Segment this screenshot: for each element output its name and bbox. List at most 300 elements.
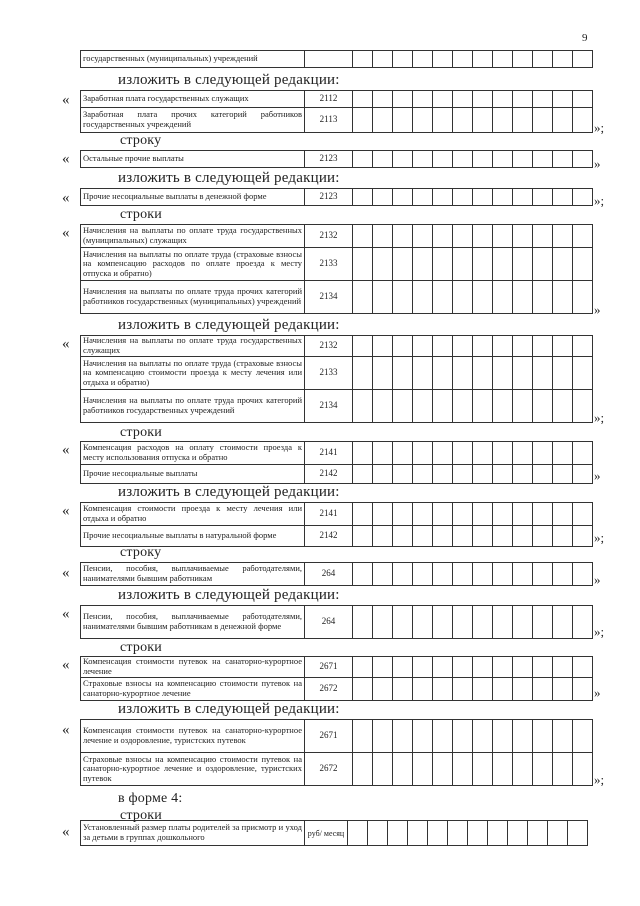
row-desc: Установленный размер платы родителей за присмотр и уход за детьми в группах дошкольного <box>81 821 305 846</box>
value-cell <box>413 248 433 281</box>
section-heading: строки <box>120 640 162 655</box>
value-cell <box>453 526 473 547</box>
value-cell <box>553 151 573 168</box>
value-cell <box>493 108 513 133</box>
value-cell <box>473 563 493 586</box>
value-cell <box>373 390 393 423</box>
row-code: 2133 <box>305 357 353 390</box>
value-cell <box>473 151 493 168</box>
value-cell <box>513 606 533 639</box>
section-heading: строки <box>120 808 162 823</box>
value-cell <box>373 225 393 248</box>
value-cell <box>508 821 528 846</box>
quote-close: »; <box>594 193 605 208</box>
value-cell <box>353 753 373 786</box>
row-code: 2671 <box>305 720 353 753</box>
value-cell <box>513 678 533 701</box>
value-cell <box>553 51 573 68</box>
value-cell <box>493 336 513 357</box>
value-cell <box>393 720 413 753</box>
value-cell <box>573 606 593 639</box>
quote-close: » <box>594 468 601 483</box>
value-cell <box>353 442 373 465</box>
value-cell <box>393 357 413 390</box>
value-cell <box>373 336 393 357</box>
value-cell <box>493 720 513 753</box>
value-cell <box>573 390 593 423</box>
quote-open: « <box>62 190 70 206</box>
value-cell <box>473 526 493 547</box>
value-cell <box>373 606 393 639</box>
value-cell <box>433 225 453 248</box>
value-cell <box>373 108 393 133</box>
value-cell <box>533 390 553 423</box>
table-s2 <box>80 90 593 133</box>
table-s14 <box>80 820 588 846</box>
value-cell <box>453 108 473 133</box>
value-cell <box>433 465 453 484</box>
section-heading: в форме 4: <box>118 791 183 806</box>
value-cell <box>433 151 453 168</box>
value-cell <box>353 91 373 108</box>
row-desc: Страховые взносы на компенсацию стоимости путевок на санаторно-курортное лечение <box>81 678 305 701</box>
section-heading: изложить в следующей редакции: <box>118 317 340 333</box>
value-cell <box>413 720 433 753</box>
value-cell <box>433 657 453 678</box>
value-cell <box>353 563 373 586</box>
value-cell <box>433 442 453 465</box>
value-cell <box>553 390 573 423</box>
value-cell <box>533 720 553 753</box>
value-cell <box>373 357 393 390</box>
value-cell <box>533 189 553 206</box>
value-cell <box>493 248 513 281</box>
value-cell <box>373 720 393 753</box>
row-desc: Прочие несоциальные выплаты в денежной форме <box>81 189 305 206</box>
value-cell <box>373 51 393 68</box>
value-cell <box>393 678 413 701</box>
value-cell <box>533 678 553 701</box>
row-code: 264 <box>305 563 353 586</box>
quote-close: »; <box>594 120 605 135</box>
value-cell <box>473 465 493 484</box>
table-s9 <box>80 562 593 586</box>
value-cell <box>513 51 533 68</box>
value-cell <box>353 151 373 168</box>
value-cell <box>573 151 593 168</box>
section-heading: строку <box>120 545 162 560</box>
value-cell <box>473 503 493 526</box>
value-cell <box>388 821 408 846</box>
row-code: 2123 <box>305 151 353 168</box>
value-cell <box>373 189 393 206</box>
quote-close: »; <box>594 772 605 787</box>
value-cell <box>473 720 493 753</box>
table-s3 <box>80 150 593 168</box>
value-cell <box>453 390 473 423</box>
value-cell <box>493 563 513 586</box>
value-cell <box>533 108 553 133</box>
value-cell <box>393 281 413 314</box>
value-cell <box>453 151 473 168</box>
value-cell <box>548 821 568 846</box>
value-cell <box>393 248 413 281</box>
value-cell <box>493 753 513 786</box>
row-desc: Начисления на выплаты по оплате труда государственных (муниципальных) служащих <box>81 225 305 248</box>
row-desc: Заработная плата государственных служащих <box>81 91 305 108</box>
row-code: 2672 <box>305 753 353 786</box>
quote-open: « <box>62 442 70 458</box>
value-cell <box>573 720 593 753</box>
value-cell <box>513 225 533 248</box>
value-cell <box>493 442 513 465</box>
value-cell <box>393 51 413 68</box>
row-desc: Начисления на выплаты по оплате труда прочих категорий работников государственных (муниципальных) учреждений <box>81 281 305 314</box>
value-cell <box>533 281 553 314</box>
row-code: 2142 <box>305 465 353 484</box>
value-cell <box>493 526 513 547</box>
row-desc: Страховые взносы на компенсацию стоимости путевок на санаторно-курортное лечение и оздоровление, туристских путевок <box>81 753 305 786</box>
row-code: 2672 <box>305 678 353 701</box>
value-cell <box>393 151 413 168</box>
value-cell <box>473 753 493 786</box>
value-cell <box>413 503 433 526</box>
row-desc: Начисления на выплаты по оплате труда государственных служащих <box>81 336 305 357</box>
row-unit: руб/ месяц <box>305 821 348 846</box>
value-cell <box>453 678 473 701</box>
section-heading: строки <box>120 425 162 440</box>
value-cell <box>373 465 393 484</box>
value-cell <box>413 151 433 168</box>
value-cell <box>473 225 493 248</box>
value-cell <box>473 357 493 390</box>
table-s4 <box>80 188 593 206</box>
value-cell <box>433 336 453 357</box>
value-cell <box>433 91 453 108</box>
value-cell <box>493 225 513 248</box>
value-cell <box>533 526 553 547</box>
row-code: 2134 <box>305 390 353 423</box>
value-cell <box>453 720 473 753</box>
value-cell <box>553 465 573 484</box>
value-cell <box>468 821 488 846</box>
row-desc: Компенсация стоимости путевок на санаторно-курортное лечение и оздоровление, туристских путевок <box>81 720 305 753</box>
value-cell <box>573 225 593 248</box>
row-code: 2133 <box>305 248 353 281</box>
value-cell <box>413 336 433 357</box>
value-cell <box>413 357 433 390</box>
value-cell <box>493 606 513 639</box>
value-cell <box>373 657 393 678</box>
value-cell <box>493 465 513 484</box>
value-cell <box>353 225 373 248</box>
section-heading: изложить в следующей редакции: <box>118 72 340 88</box>
value-cell <box>533 357 553 390</box>
value-cell <box>553 678 573 701</box>
value-cell <box>433 357 453 390</box>
value-cell <box>393 91 413 108</box>
value-cell <box>433 606 453 639</box>
value-cell <box>513 151 533 168</box>
table-s6 <box>80 335 593 423</box>
table-s11 <box>80 656 593 701</box>
table-s10 <box>80 605 593 639</box>
table-s12 <box>80 719 593 786</box>
value-cell <box>433 720 453 753</box>
quote-close: »; <box>594 624 605 639</box>
value-cell <box>368 821 388 846</box>
quote-open: « <box>62 722 70 738</box>
value-cell <box>493 390 513 423</box>
value-cell <box>513 281 533 314</box>
value-cell <box>413 657 433 678</box>
value-cell <box>353 281 373 314</box>
value-cell <box>473 281 493 314</box>
value-cell <box>533 657 553 678</box>
row-desc: Начисления на выплаты по оплате труда прочих категорий работников государственных учреждений <box>81 390 305 423</box>
value-cell <box>473 657 493 678</box>
value-cell <box>513 563 533 586</box>
value-cell <box>553 442 573 465</box>
value-cell <box>413 91 433 108</box>
quote-close: »; <box>594 410 605 425</box>
value-cell <box>473 442 493 465</box>
value-cell <box>453 657 473 678</box>
value-cell <box>393 503 413 526</box>
value-cell <box>568 821 588 846</box>
value-cell <box>533 91 553 108</box>
value-cell <box>393 390 413 423</box>
value-cell <box>393 108 413 133</box>
value-cell <box>493 281 513 314</box>
value-cell <box>453 503 473 526</box>
value-cell <box>533 465 553 484</box>
value-cell <box>413 442 433 465</box>
value-cell <box>553 91 573 108</box>
value-cell <box>393 526 413 547</box>
value-cell <box>453 606 473 639</box>
row-code: 2671 <box>305 657 353 678</box>
row-desc: Компенсация расходов на оплату стоимости проезда к месту использования отпуска и обратно <box>81 442 305 465</box>
value-cell <box>513 248 533 281</box>
value-cell <box>553 720 573 753</box>
value-cell <box>413 753 433 786</box>
value-cell <box>413 108 433 133</box>
row-code: 2134 <box>305 281 353 314</box>
row-desc: Начисления на выплаты по оплате труда (страховые взносы на компенсацию расходов по оплате проезда к месту отпуска и обратно) <box>81 248 305 281</box>
value-cell <box>413 678 433 701</box>
value-cell <box>573 526 593 547</box>
value-cell <box>433 753 453 786</box>
value-cell <box>453 189 473 206</box>
value-cell <box>573 753 593 786</box>
value-cell <box>553 108 573 133</box>
value-cell <box>533 248 553 281</box>
row-desc: Пенсии, пособия, выплачиваемые работодателями, нанимателями бывшим работникам в денежной форме <box>81 606 305 639</box>
value-cell <box>473 606 493 639</box>
quote-open: « <box>62 92 70 108</box>
value-cell <box>513 657 533 678</box>
value-cell <box>493 51 513 68</box>
value-cell <box>533 753 553 786</box>
value-cell <box>513 503 533 526</box>
row-desc: Компенсация стоимости путевок на санаторно-курортное лечение <box>81 657 305 678</box>
section-heading: строки <box>120 207 162 222</box>
value-cell <box>533 563 553 586</box>
value-cell <box>513 526 533 547</box>
value-cell <box>473 91 493 108</box>
value-cell <box>573 465 593 484</box>
row-code <box>305 51 353 68</box>
value-cell <box>573 357 593 390</box>
quote-open: « <box>62 565 70 581</box>
value-cell <box>373 281 393 314</box>
value-cell <box>433 678 453 701</box>
row-code: 2132 <box>305 225 353 248</box>
row-desc: государственных (муниципальных) учреждений <box>81 51 305 68</box>
value-cell <box>433 390 453 423</box>
value-cell <box>533 336 553 357</box>
section-heading: строку <box>120 133 162 148</box>
quote-close: »; <box>594 530 605 545</box>
value-cell <box>393 336 413 357</box>
value-cell <box>553 357 573 390</box>
value-cell <box>393 753 413 786</box>
value-cell <box>373 753 393 786</box>
value-cell <box>373 503 393 526</box>
row-desc: Начисления на выплаты по оплате труда (страховые взносы на компенсацию стоимости проезда к месту лечения или отдыха и обратно) <box>81 357 305 390</box>
value-cell <box>493 91 513 108</box>
value-cell <box>453 225 473 248</box>
quote-open: « <box>62 336 70 352</box>
value-cell <box>393 225 413 248</box>
row-code: 2113 <box>305 108 353 133</box>
value-cell <box>413 225 433 248</box>
value-cell <box>493 503 513 526</box>
value-cell <box>453 336 473 357</box>
value-cell <box>453 281 473 314</box>
value-cell <box>553 526 573 547</box>
row-desc: Заработная плата прочих категорий работников государственных учреждений <box>81 108 305 133</box>
value-cell <box>433 189 453 206</box>
value-cell <box>473 189 493 206</box>
section-heading: изложить в следующей редакции: <box>118 170 340 186</box>
value-cell <box>573 108 593 133</box>
table-s8 <box>80 502 593 547</box>
value-cell <box>493 189 513 206</box>
row-code: 2141 <box>305 503 353 526</box>
value-cell <box>473 336 493 357</box>
value-cell <box>353 526 373 547</box>
value-cell <box>353 606 373 639</box>
value-cell <box>473 51 493 68</box>
quote-open: « <box>62 151 70 167</box>
value-cell <box>533 606 553 639</box>
value-cell <box>453 563 473 586</box>
value-cell <box>533 503 553 526</box>
value-cell <box>553 281 573 314</box>
value-cell <box>433 563 453 586</box>
value-cell <box>393 657 413 678</box>
value-cell <box>453 442 473 465</box>
row-desc: Прочие несоциальные выплаты в натуральной форме <box>81 526 305 547</box>
value-cell <box>373 442 393 465</box>
page-number: 9 <box>582 32 588 44</box>
value-cell <box>413 390 433 423</box>
value-cell <box>513 465 533 484</box>
value-cell <box>513 189 533 206</box>
value-cell <box>553 503 573 526</box>
value-cell <box>473 108 493 133</box>
value-cell <box>573 248 593 281</box>
value-cell <box>528 821 548 846</box>
value-cell <box>433 248 453 281</box>
quote-close: » <box>594 156 601 171</box>
value-cell <box>513 108 533 133</box>
value-cell <box>348 821 368 846</box>
row-desc: Прочие несоциальные выплаты <box>81 465 305 484</box>
value-cell <box>393 563 413 586</box>
value-cell <box>513 336 533 357</box>
table-s5 <box>80 224 593 314</box>
value-cell <box>573 563 593 586</box>
value-cell <box>553 606 573 639</box>
value-cell <box>573 281 593 314</box>
quote-open: « <box>62 824 70 840</box>
value-cell <box>433 108 453 133</box>
value-cell <box>553 657 573 678</box>
quote-open: « <box>62 225 70 241</box>
value-cell <box>513 390 533 423</box>
value-cell <box>513 442 533 465</box>
value-cell <box>413 465 433 484</box>
value-cell <box>573 189 593 206</box>
value-cell <box>553 189 573 206</box>
value-cell <box>393 189 413 206</box>
value-cell <box>573 657 593 678</box>
value-cell <box>353 357 373 390</box>
value-cell <box>353 657 373 678</box>
value-cell <box>533 442 553 465</box>
row-code: 2132 <box>305 336 353 357</box>
value-cell <box>353 336 373 357</box>
value-cell <box>573 91 593 108</box>
value-cell <box>533 151 553 168</box>
value-cell <box>453 357 473 390</box>
quote-open: « <box>62 606 70 622</box>
row-code: 264 <box>305 606 353 639</box>
value-cell <box>353 720 373 753</box>
row-desc: Остальные прочие выплаты <box>81 151 305 168</box>
value-cell <box>393 465 413 484</box>
value-cell <box>448 821 468 846</box>
value-cell <box>408 821 428 846</box>
value-cell <box>353 678 373 701</box>
quote-open: « <box>62 503 70 519</box>
value-cell <box>413 281 433 314</box>
quote-open: « <box>62 657 70 673</box>
value-cell <box>433 281 453 314</box>
value-cell <box>513 91 533 108</box>
value-cell <box>353 465 373 484</box>
value-cell <box>473 248 493 281</box>
value-cell <box>373 678 393 701</box>
value-cell <box>493 357 513 390</box>
value-cell <box>533 225 553 248</box>
quote-close: » <box>594 302 601 317</box>
value-cell <box>433 51 453 68</box>
value-cell <box>413 563 433 586</box>
